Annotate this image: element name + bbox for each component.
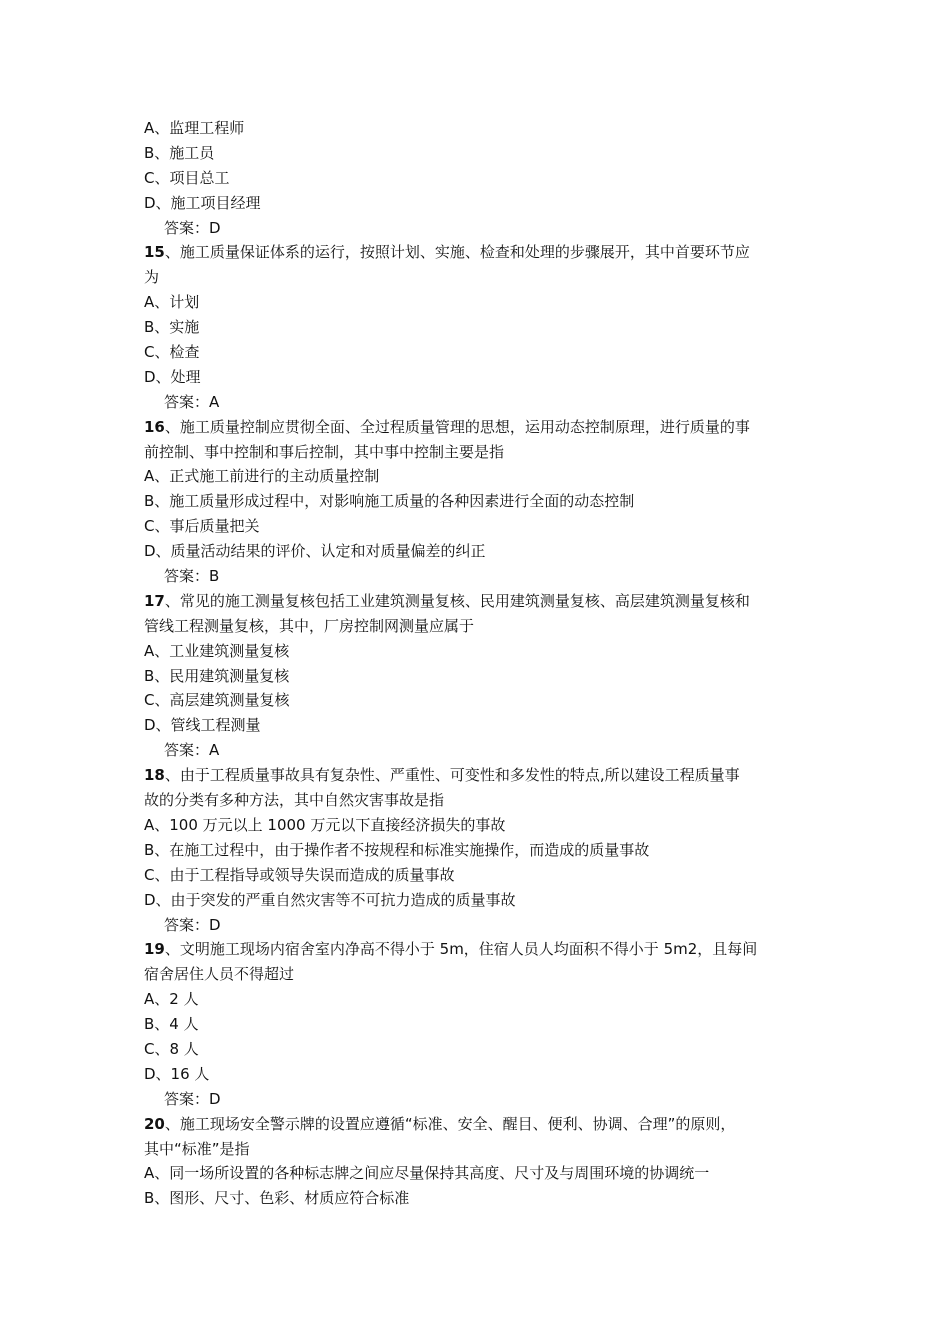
answer-option: D、16 人: [144, 1064, 210, 1083]
question-text: 、施工质量控制应贯彻全面、全过程质量管理的思想，运用动态控制原理，进行质量的事: [164, 417, 750, 436]
answer-option: A、正式施工前进行的主动质量控制: [144, 467, 380, 486]
question-number: 16: [144, 417, 165, 436]
answer-option: B、实施: [144, 318, 200, 337]
question-number: 19: [144, 940, 165, 959]
question-text: 、常见的施工测量复核包括工业建筑测量复核、民用建筑测量复核、高层建筑测量复核和: [164, 591, 750, 610]
answer-option: B、在施工过程中，由于操作者不按规程和标准实施操作，而造成的质量事故: [144, 840, 650, 859]
answer-option: A、2 人: [144, 990, 199, 1009]
question-stem: [144, 937, 812, 962]
answer-key: 答案：D: [164, 915, 221, 934]
question-number: 20: [144, 1114, 165, 1133]
answer-key: 答案：B: [164, 567, 220, 586]
question-stem: [144, 240, 812, 265]
question-text: 、由于工程质量事故具有复杂性、严重性、可变性和多发性的特点,所以建设工程质量事: [164, 766, 740, 785]
question-continuation: 为: [144, 268, 160, 287]
question-number: 17: [144, 591, 165, 610]
answer-option: B、4 人: [144, 1015, 199, 1034]
answer-option: C、8 人: [144, 1039, 199, 1058]
answer-option: B、施工质量形成过程中，对影响施工质量的各种因素进行全面的动态控制: [144, 492, 635, 511]
question-continuation: 其中“标准”是指: [144, 1139, 250, 1158]
question-stem: [144, 763, 812, 788]
question-text: 、文明施工现场内宿舍室内净高不得小于 5m，住宿人员人均面积不得小于 5m2，且每间: [164, 940, 758, 959]
answer-option: A、同一场所设置的各种标志牌之间应尽量保持其高度、尺寸及与周围环境的协调统一: [144, 1164, 710, 1183]
answer-option: A、100 万元以上 1000 万元以下直接经济损失的事故: [144, 815, 506, 834]
question-number: 15: [144, 243, 165, 262]
answer-option: C、高层建筑测量复核: [144, 691, 290, 710]
answer-option: C、事后质量把关: [144, 517, 260, 536]
question-stem: [144, 589, 812, 614]
answer-option: B、民用建筑测量复核: [144, 666, 290, 685]
answer-option: C、项目总工: [144, 168, 230, 187]
answer-option: A、计划: [144, 293, 200, 312]
answer-option: D、施工项目经理: [144, 193, 261, 212]
answer-option: D、由于突发的严重自然灾害等不可抗力造成的质量事故: [144, 890, 516, 909]
answer-option: B、施工员: [144, 143, 215, 162]
question-continuation: 管线工程测量复核，其中，厂房控制网测量应属于: [144, 616, 475, 635]
answer-key: 答案：D: [164, 218, 221, 237]
question-text: 、施工现场安全警示牌的设置应遵循“标准、安全、醒目、便利、协调、合理”的原则，: [164, 1114, 736, 1133]
answer-option: C、由于工程指导或领导失误而造成的质量事故: [144, 865, 455, 884]
answer-key: 答案：A: [164, 392, 220, 411]
document-page: [144, 116, 812, 1211]
answer-key: 答案：A: [164, 741, 220, 760]
question-stem: [144, 1112, 812, 1137]
answer-option: A、监理工程师: [144, 119, 245, 137]
answer-option: D、质量活动结果的评价、认定和对质量偏差的纠正: [144, 542, 486, 561]
question-stem: [144, 415, 812, 440]
answer-option: D、管线工程测量: [144, 716, 261, 735]
answer-key: 答案：D: [164, 1089, 221, 1108]
question-number: 18: [144, 766, 165, 785]
answer-option: D、处理: [144, 367, 201, 386]
question-text: 、施工质量保证体系的运行，按照计划、实施、检查和处理的步骤展开，其中首要环节应: [164, 243, 750, 262]
answer-option: C、检查: [144, 343, 200, 362]
question-continuation: 故的分类有多种方法，其中自然灾害事故是指: [144, 791, 445, 810]
question-continuation: 宿舍居住人员不得超过: [144, 965, 295, 984]
answer-option: B、图形、尺寸、色彩、材质应符合标准: [144, 1189, 410, 1208]
answer-option: A、工业建筑测量复核: [144, 641, 290, 660]
question-continuation: 前控制、事中控制和事后控制，其中事中控制主要是指: [144, 442, 505, 461]
